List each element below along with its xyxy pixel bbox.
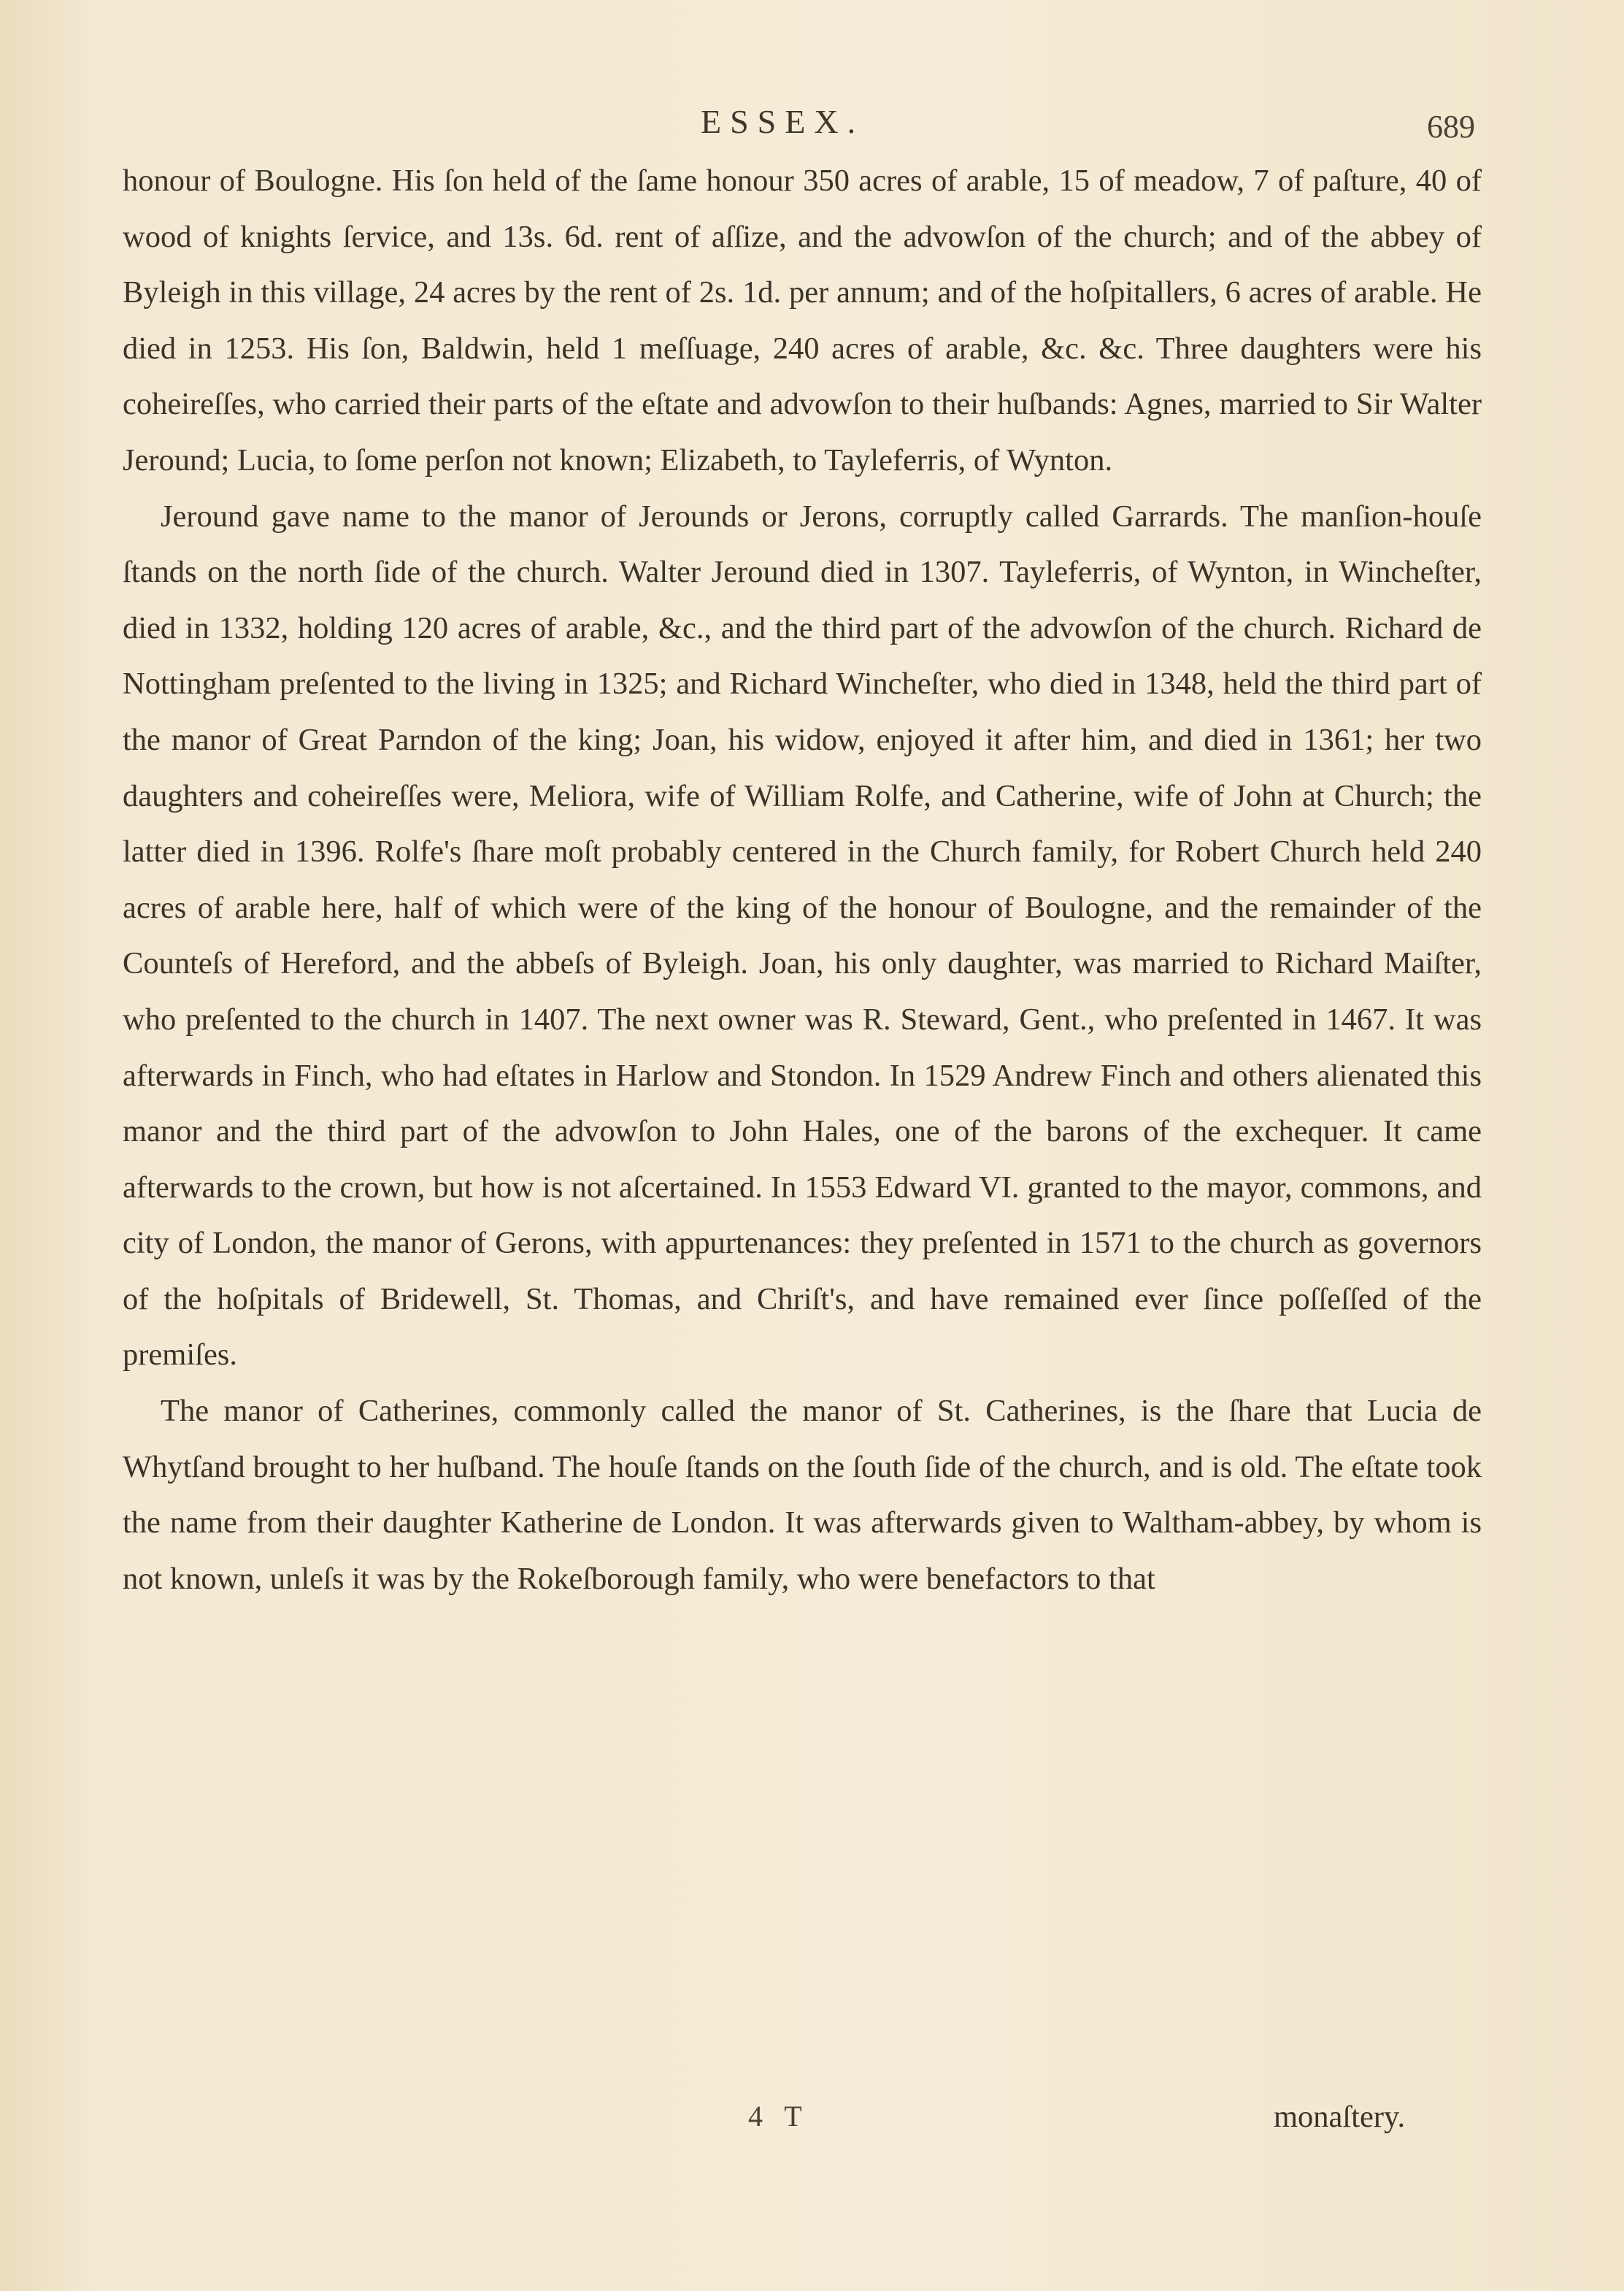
page-footer <box>0 2099 1624 2150</box>
running-head: ESSEX. <box>701 103 865 140</box>
paragraph-jerounds-manor: Jeround gave name to the manor of Jerounds or Jerons, corruptly called Garrards. The manſion-houſe ſtands on the north ſide of the church. Walter Jeround died in 1307. Tayleferris, of Wynton, in Wincheſter, died in 1332, holding 120 acres of arable, &c., and the third part of the advowſon of the church. Richard de Nottingham preſented to the living in 1325; and Richard Wincheſter, who died in 1348, held the third part of the manor of Great Parndon of the king; Joan, his widow, enjoyed it after him, and died in 1361; her two daughters and coheireſſes were, Meliora, wife of William Rolfe, and Catherine, wife of John at Church; the latter died in 1396. Rolfe's ſhare moſt probably centered in the Church family, for Robert Church held 240 acres of arable here, half of which were of the king of the honour of Boulogne, and the remainder of the Counteſs of Hereford, and the abbeſs of Byleigh. Joan, his only daughter, was married to Richard Maiſter, who preſented to the church in 1407. The next owner was R. Steward, Gent., who preſented in 1467. It was afterwards in Finch, who had eſtates in Harlow and Stondon. In 1529 Andrew Finch and others alienated this manor and the third part of the advowſon to John Hales, one of the barons of the exchequer. It came afterwards to the crown, but how is not aſcertained. In 1553 Edward VI. granted to the mayor, commons, and city of London, the manor of Gerons, with appurtenances: they preſented in 1571 to the church as governors of the hoſpitals of Bridewell, St. Thomas, and Chriſt's, and have remained ever ſince poſſeſſed of the premiſes. <box>123 499 1482 1373</box>
paragraph-catherines-manor: The manor of Catherines, commonly called the manor of St. Catherines, is the ſhare that Lucia de Whytſand brought to her huſband. The houſe ſtands on the ſouth ſide of the church, and is old. The eſtate took the name from their daughter Katherine de London. It was afterwards given to Waltham-abbey, by whom is not known, unleſs it was by the Rokeſborough family, who were benefactors to that <box>123 1394 1482 1596</box>
page-number: 689 <box>1427 109 1475 145</box>
body-text <box>123 153 1482 1607</box>
catchword: monaſtery. <box>1274 2100 1406 2134</box>
page-header <box>0 102 1624 146</box>
signature-mark: 4 T <box>748 2100 809 2133</box>
paragraph-continuation: honour of Boulogne. His ſon held of the ſame honour 350 acres of arable, 15 of meadow, 7 of paſture, 40 of wood of knights ſervice, and 13s. 6d. rent of aſſize, and the advowſon of the church; and of the abbey of Byleigh in this village, 24 acres by the rent of 2s. 1d. per annum; and of the hoſpitallers, 6 acres of arable. He died in 1253. His ſon, Baldwin, held 1 meſſuage, 240 acres of arable, &c. &c. Three daughters were his coheireſſes, who carried their parts of the eſtate and advowſon to their huſbands: Agnes, married to Sir Walter Jeround; Lucia, to ſome perſon not known; Elizabeth, to Tayleferris, of Wynton. <box>123 164 1482 477</box>
